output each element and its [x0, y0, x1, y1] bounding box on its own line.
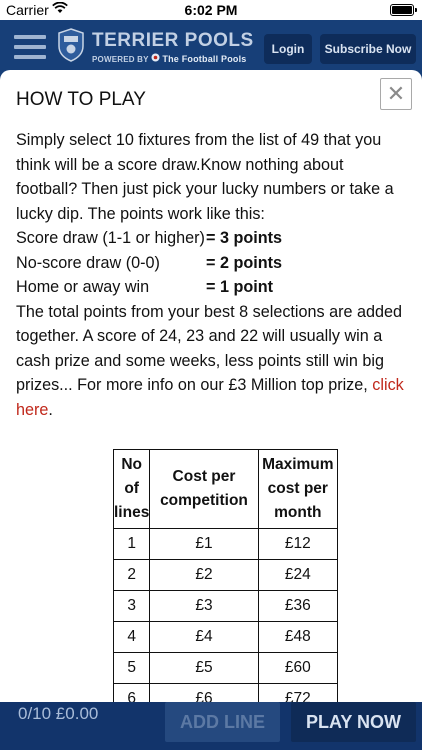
brand-title: TERRIER POOLS: [92, 30, 254, 51]
table-header-row: [114, 450, 338, 529]
clock: 6:02 PM: [184, 2, 238, 18]
table-cell: £72: [258, 684, 337, 703]
table-cell: £36: [258, 591, 337, 622]
column-header: No of lines: [114, 450, 150, 529]
how-to-play-modal: [0, 70, 422, 702]
powered-by-label: POWERED BY: [92, 55, 149, 64]
table-cell: £6: [150, 684, 258, 703]
table-cell: 5: [114, 653, 150, 684]
table-row: [114, 591, 338, 622]
table-cell: £3: [150, 591, 258, 622]
outro-text: The total points from your best 8 selections are added together. A score of 24, 23 and 22 will usually win a cash prize and some weeks, less points still win big prizes... For more info on our £3 Million top prize,: [16, 302, 403, 394]
battery-icon: [390, 4, 414, 16]
instructions-text: [16, 128, 408, 422]
intro-paragraph: Simply select 10 fixtures from the list of 49 that you think will be a score draw.Know nothing about football? Then just pick your lucky numbers or take a lucky dip. The points work like this:: [16, 131, 394, 223]
points-label: No-score draw (0-0): [16, 253, 160, 272]
login-button[interactable]: Login: [264, 34, 312, 64]
play-now-button[interactable]: PLAY NOW: [291, 702, 416, 742]
points-value: = 3 points: [206, 229, 283, 247]
column-header: Cost per competition: [150, 450, 258, 529]
outro-end: .: [48, 400, 53, 419]
football-pools-logo-icon: [151, 55, 162, 64]
click-here-link[interactable]: click here: [16, 376, 404, 419]
table-row: [114, 684, 338, 703]
table-cell: £2: [150, 560, 258, 591]
table-cell: £1: [150, 529, 258, 560]
partner-name: The Football Pools: [162, 54, 247, 64]
table-cell: 1: [114, 529, 150, 560]
table-cell: 6: [114, 684, 150, 703]
status-bar: [0, 0, 422, 20]
table-row: [114, 529, 338, 560]
column-header: Maximum cost per month: [258, 450, 337, 529]
selection-summary: 0/10 £0.00: [18, 704, 99, 723]
table-cell: 2: [114, 560, 150, 591]
outro-paragraph: [16, 300, 408, 423]
table-cell: 3: [114, 591, 150, 622]
points-row-home-away-win: [16, 275, 408, 300]
table-cell: £5: [150, 653, 258, 684]
cost-table: [113, 449, 338, 702]
table-cell: £24: [258, 560, 337, 591]
subscribe-now-button[interactable]: Subscribe Now: [320, 34, 416, 64]
table-row: [114, 560, 338, 591]
table-cell: 4: [114, 622, 150, 653]
brand-subtitle: [92, 53, 254, 65]
points-label: Score draw (1-1 or higher): [16, 229, 205, 247]
points-row-no-score-draw: [16, 251, 408, 276]
add-line-button[interactable]: ADD LINE: [165, 702, 280, 742]
hamburger-menu-icon[interactable]: [14, 35, 46, 63]
points-value: = 1 point: [206, 278, 274, 296]
modal-title: HOW TO PLAY: [16, 89, 146, 110]
club-crest-logo: [58, 28, 84, 62]
bottom-action-bar: [0, 702, 422, 750]
table-row: [114, 653, 338, 684]
table-cell: £12: [258, 529, 337, 560]
table-row: [114, 622, 338, 653]
points-value: = 2 points: [206, 253, 283, 272]
table-cell: £48: [258, 622, 337, 653]
brand-logo: [92, 30, 254, 65]
carrier-label: Carrier: [6, 2, 49, 18]
table-cell: £4: [150, 622, 258, 653]
table-cell: £60: [258, 653, 337, 684]
points-row-score-draw: [16, 226, 408, 251]
points-label: Home or away win: [16, 278, 150, 296]
close-icon[interactable]: ✕: [380, 78, 412, 110]
